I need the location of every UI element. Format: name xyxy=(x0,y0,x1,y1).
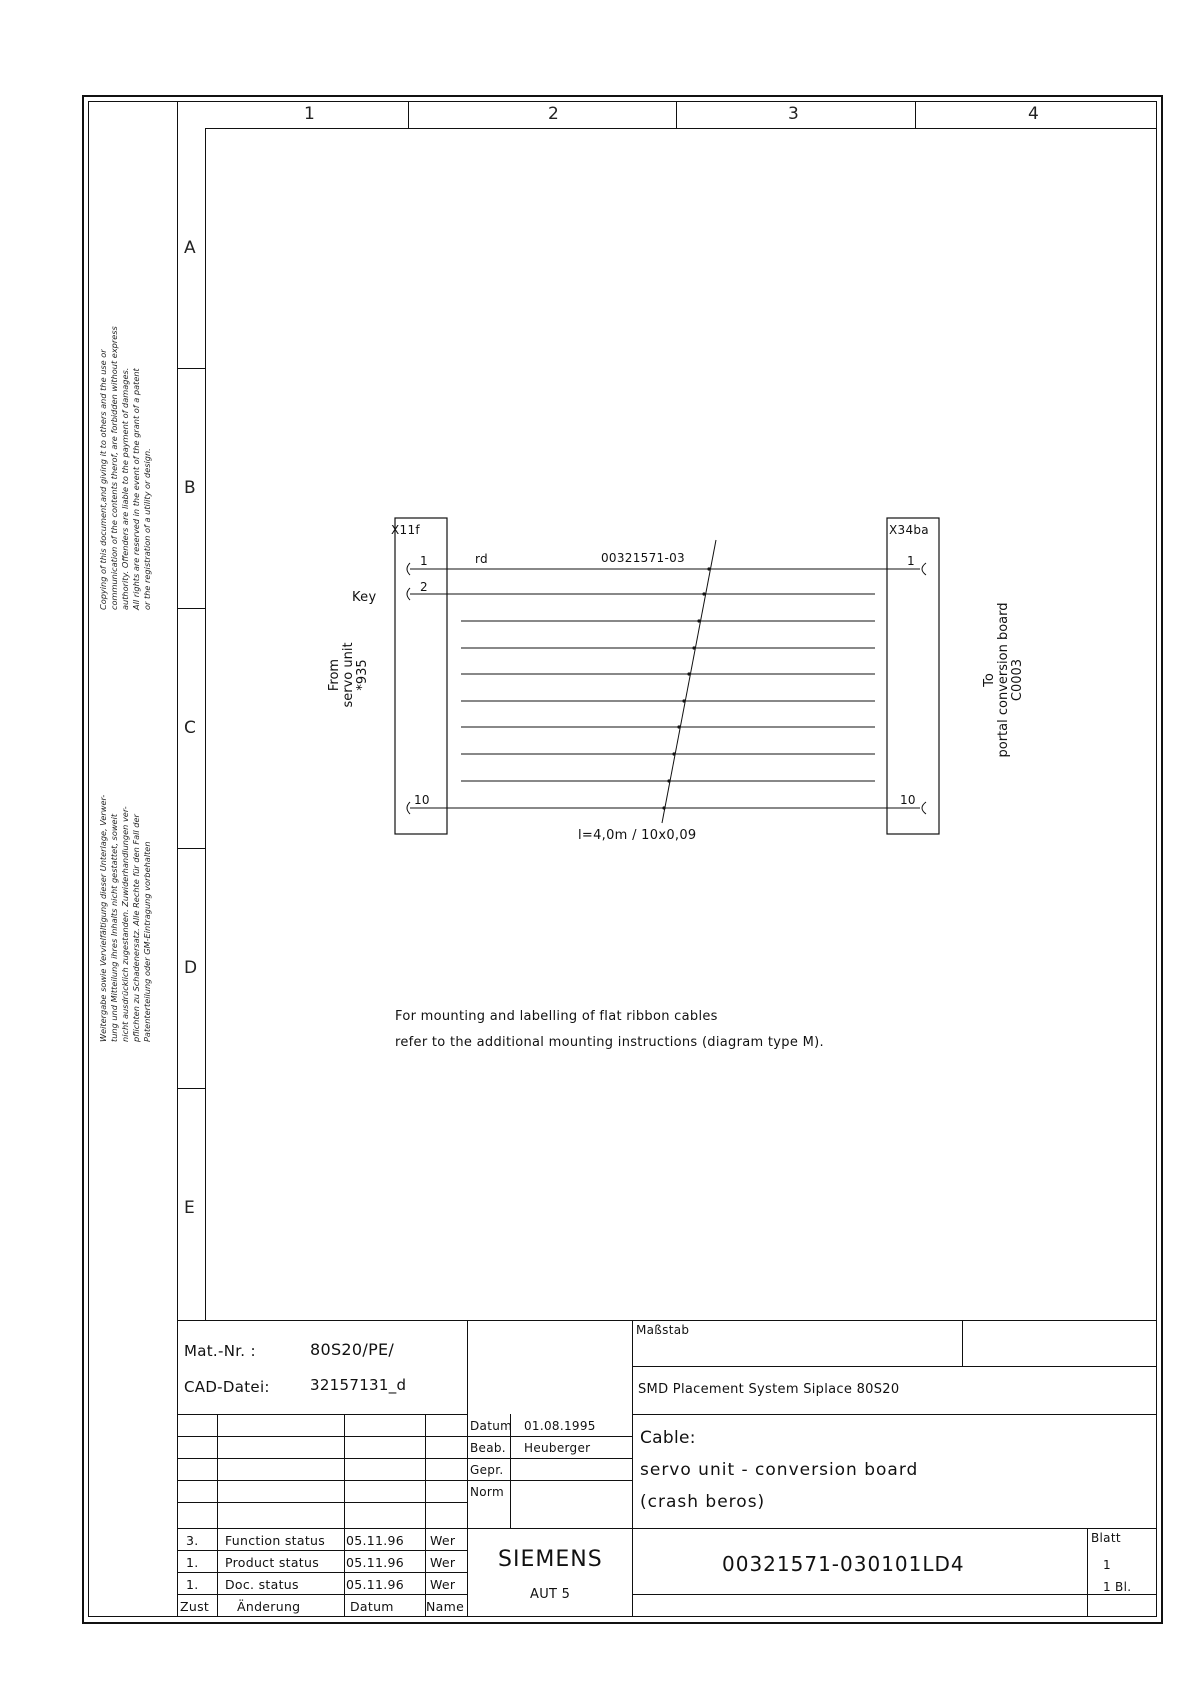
beab-label: Beab. xyxy=(470,1441,506,1455)
tb-massstab-div xyxy=(962,1320,963,1366)
rev-hline-8 xyxy=(178,1594,467,1595)
legal-en-line: or the registration of a utility or design. xyxy=(142,448,152,610)
left-connector-label: X11f xyxy=(391,523,420,537)
tb-system-bottom xyxy=(632,1414,1157,1415)
hdr-date: Datum xyxy=(350,1599,394,1614)
pin-label-left-2: 2 xyxy=(420,580,428,594)
tb-massstab-bottom xyxy=(632,1366,1157,1367)
tb-vline-467 xyxy=(467,1320,468,1616)
beab-value: Heuberger xyxy=(524,1441,591,1455)
from-line: From xyxy=(327,658,342,692)
legal-de-line: tung und Mitteilung ihres Inhalts nicht gestattet, soweit xyxy=(109,813,119,1042)
row-label-e: E xyxy=(184,1198,196,1218)
legal-en-line: All rights are reserved in the event of the grant of a patent xyxy=(131,368,141,610)
legal-en-line: communication of the contents therof, are forbidden without express xyxy=(109,326,119,610)
rev-1-name: Wer xyxy=(430,1533,456,1548)
tb-vline-632 xyxy=(632,1320,633,1616)
title-line-2: servo unit - conversion board xyxy=(640,1460,919,1480)
datum-value: 01.08.1995 xyxy=(524,1419,596,1433)
pin-hook-left-10 xyxy=(407,802,410,814)
tb-dn-bottom xyxy=(632,1594,1157,1595)
rev-3-change: Doc. status xyxy=(225,1577,299,1592)
rev-2-change: Product status xyxy=(225,1555,320,1570)
right-connector-label: X34ba xyxy=(889,523,929,537)
legal-en-line: authority. Offenders are liable to the payment of damages. xyxy=(120,367,130,610)
key-label: Key xyxy=(352,590,377,605)
from-line: *935 xyxy=(355,659,370,691)
rev-hline-6 xyxy=(178,1550,467,1551)
pin-label-left-1: 1 xyxy=(420,554,428,568)
rev-1-change: Function status xyxy=(225,1533,326,1548)
to-line: To xyxy=(982,673,997,687)
title-line-3: (crash beros) xyxy=(640,1492,766,1512)
rev-vline-aend xyxy=(344,1414,345,1616)
cad-file-label: CAD-Datei: xyxy=(184,1378,270,1396)
legal-de-line: Patenterteilung oder GM-Eintragung vorbehalten xyxy=(142,841,152,1042)
norm-label: Norm xyxy=(470,1485,504,1499)
rev-2-name: Wer xyxy=(430,1555,456,1570)
rev-3-zust: 1. xyxy=(186,1577,199,1592)
rev-1-date: 05.11.96 xyxy=(346,1533,405,1548)
rev-hline-2 xyxy=(178,1458,632,1459)
ribbon-wires xyxy=(461,621,875,781)
mat-nr-value: 80S20/PE/ xyxy=(310,1340,395,1359)
system-name: SMD Placement System Siplace 80S20 xyxy=(638,1382,900,1397)
legal-de-line: pflichten zu Schadenersatz. Alle Rechte für den Fall der xyxy=(131,814,141,1042)
pin-label-right-10: 10 xyxy=(900,793,916,807)
from-label xyxy=(328,615,372,735)
department: AUT 5 xyxy=(530,1587,571,1602)
row-label-c: C xyxy=(184,718,197,738)
pin-hook-right-1 xyxy=(922,563,926,575)
rev-vline-datum xyxy=(425,1414,426,1616)
rev-1-zust: 3. xyxy=(186,1533,199,1548)
legal-de-line: nicht ausdrücklich zugestanden. Zuwiderhandlungen ver- xyxy=(120,806,130,1042)
cad-file-value: 32157131_d xyxy=(310,1376,407,1394)
note-line-2: refer to the additional mounting instructions (diagram type M). xyxy=(395,1035,824,1050)
rev-2-zust: 1. xyxy=(186,1555,199,1570)
rev-hline-5 xyxy=(178,1528,632,1529)
rev-3-name: Wer xyxy=(430,1577,456,1592)
row-label-a: A xyxy=(184,238,196,258)
gepr-label: Gepr. xyxy=(470,1463,504,1477)
pin-hook-right-10 xyxy=(922,802,926,814)
pin-label-left-10: 10 xyxy=(414,793,430,807)
pin-label-right-1: 1 xyxy=(907,554,915,568)
sheet-number: 1 xyxy=(1103,1558,1111,1572)
drawing-number: 00321571-030101LD4 xyxy=(722,1552,965,1576)
title-line-1: Cable: xyxy=(640,1428,696,1448)
hdr-zust: Zust xyxy=(180,1599,210,1614)
from-line: servo unit xyxy=(341,642,356,708)
rev-2-date: 05.11.96 xyxy=(346,1555,405,1570)
column-label-2: 2 xyxy=(548,104,560,124)
tb-blatt-div xyxy=(1087,1528,1088,1616)
title-block-top xyxy=(178,1320,1157,1321)
sheet-label: Blatt xyxy=(1091,1531,1121,1545)
legal-en-line: Copying of this document,and giving it to others and the use or xyxy=(98,349,108,610)
pin-hook-left-2 xyxy=(407,588,410,600)
rev-3-date: 05.11.96 xyxy=(346,1577,405,1592)
row-label-b: B xyxy=(184,478,196,498)
to-label xyxy=(983,585,1027,775)
datum-label: Datum xyxy=(470,1419,513,1433)
company-logo: SIEMENS xyxy=(498,1547,603,1572)
hdr-change: Änderung xyxy=(237,1599,301,1614)
pin-hook-left-1 xyxy=(407,563,410,575)
rev-hline-4 xyxy=(178,1502,467,1503)
row-label-d: D xyxy=(184,958,198,978)
mat-nr-label: Mat.-Nr. : xyxy=(184,1342,256,1360)
cable-id-label: 00321571-03 xyxy=(601,551,685,565)
tb-matnr-bottom xyxy=(178,1414,467,1415)
tb-title-bottom xyxy=(632,1528,1157,1529)
column-label-4: 4 xyxy=(1028,104,1040,124)
cable-spec-label: l=4,0m / 10x0,09 xyxy=(578,828,697,843)
to-line: portal conversion board xyxy=(996,602,1011,758)
rev-hline-7 xyxy=(178,1572,467,1573)
hdr-name: Name xyxy=(426,1599,465,1614)
rev-hline-1 xyxy=(178,1436,632,1437)
note-line-1: For mounting and labelling of flat ribbon cables xyxy=(395,1009,718,1024)
to-line: C0003 xyxy=(1010,658,1025,702)
column-label-1: 1 xyxy=(304,104,316,124)
rev-vline-zust xyxy=(217,1414,218,1616)
column-label-3: 3 xyxy=(788,104,800,124)
wire-color-label: rd xyxy=(475,552,488,566)
rev-hline-3 xyxy=(178,1480,632,1481)
sheet-total: 1 Bl. xyxy=(1103,1580,1132,1594)
legal-de-line: Weitergabe sowie Vervielfältigung dieser Unterlage, Verwer- xyxy=(98,794,108,1042)
scale-label: Maßstab xyxy=(636,1323,690,1337)
